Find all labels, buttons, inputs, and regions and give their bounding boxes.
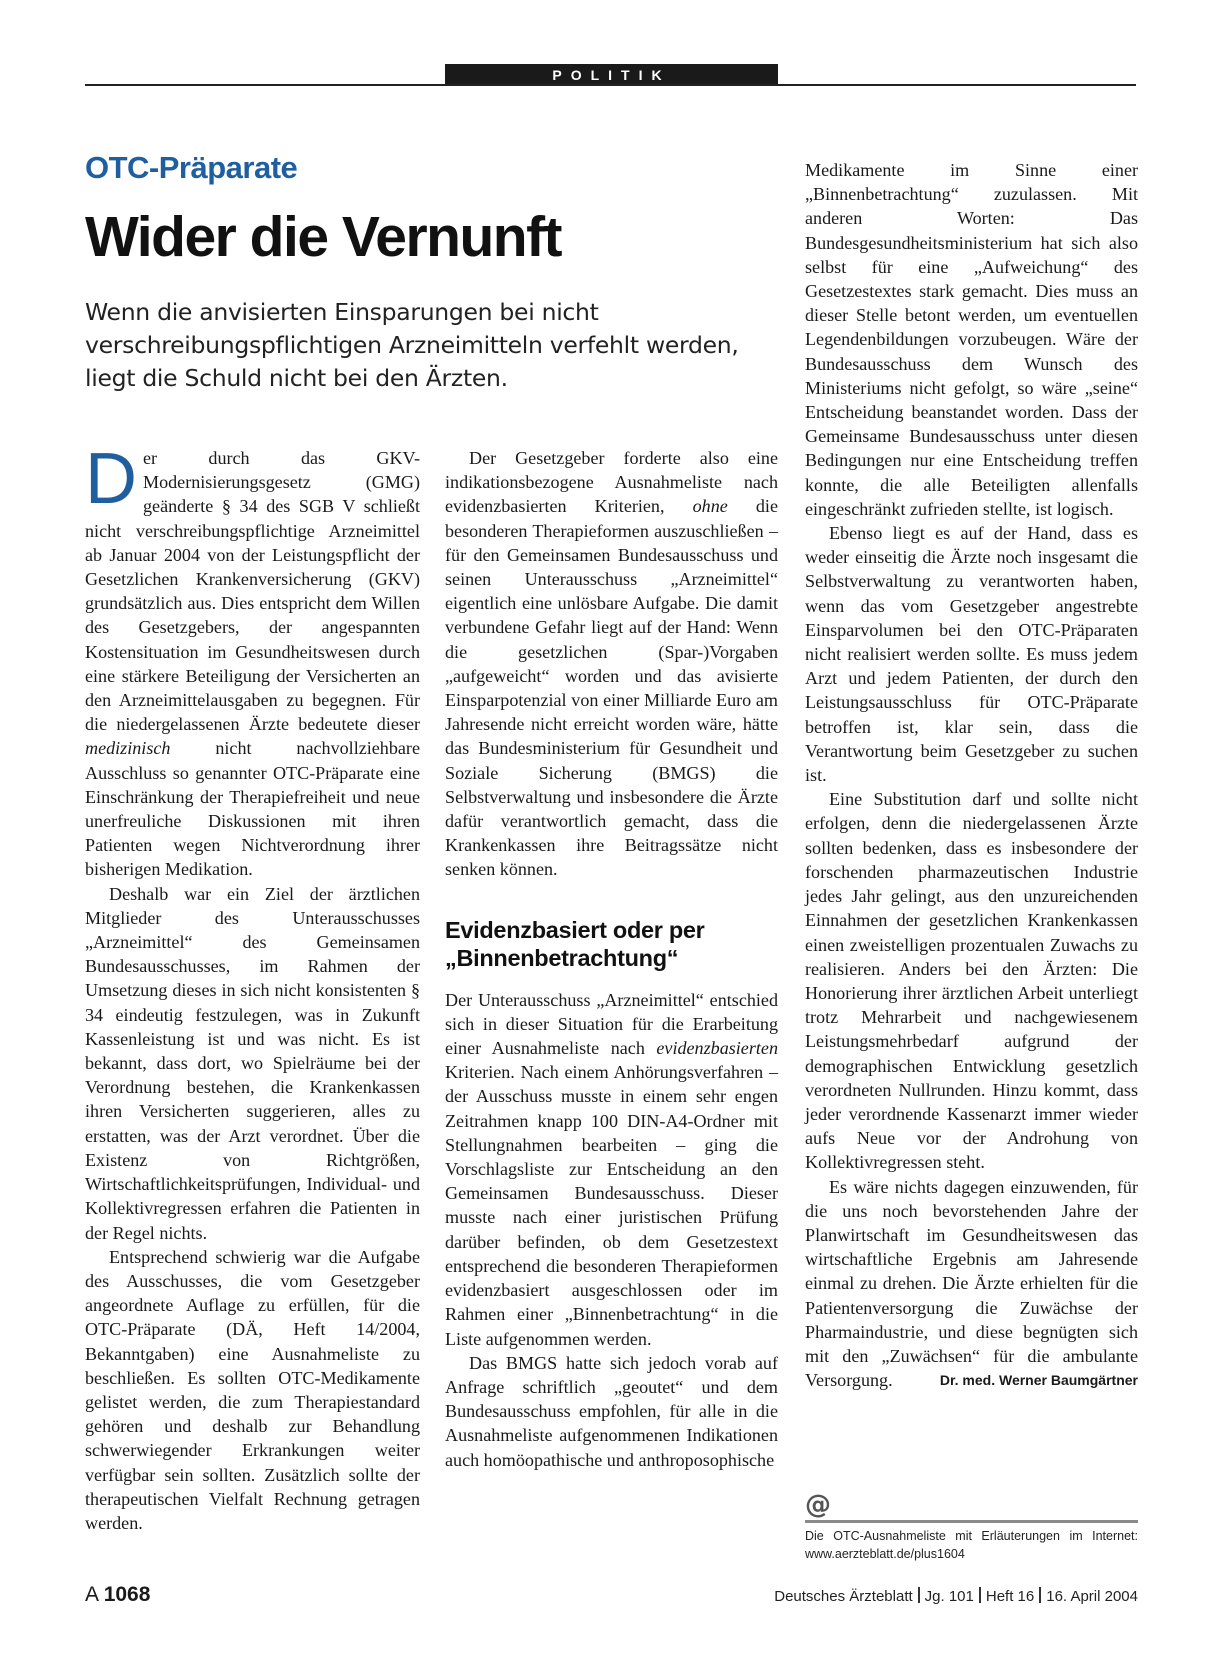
page-number [85, 1583, 150, 1607]
paragraph-4 [445, 446, 778, 882]
paragraph-3: Entsprechend schwierig war die Aufgabe des Ausschusses, die vom Gesetzgeber angeordnete Auflage zu erfüllen, für die OTC-Präparate (DÄ, Heft 14/2004, Bekanntgaben) eine Ausnahmeliste zu beschließen. Es sollten OTC-Medikamente gelistet werden, die zum Therapiestandard gehören und deshalb zur Behandlung schwerwiegender Erkrankungen weiter verfügbar sein sollten. Zusätzlich sollte der therapeutischen Vielfalt Rechnung getragen werden. [85, 1246, 420, 1533]
journal-footer [774, 1587, 1138, 1605]
paragraph-8: Eine Substitution darf und sollte nicht erfolgen, denn die niedergelassenen Ärzte sollten bedenken, dass es insbesondere der forschenden pharmazeutischen Industrie jedes Jahr gelingt, aus den unzureichenden Einnahmen der gesetzlichen Krankenkassen einen zweistelligen prozentualen Zuwachs zu realisieren. Anders bei den Ärzten: Die Honorierung ihrer ärztlichen Arbeit unterliegt trotz Mehrarbeit und nachgewiesenem Leistungsmehrbedarf aufgrund der demographischen Entwicklung gesetzlich verordneten Nullrunden. Hinzu kommt, dass jeder verordnende Kassenarzt immer wieder aufs Neue vor der Androhung von Kollektivregressen steht. [805, 789, 1138, 1173]
paragraph-6-continued: Medikamente im Sinne einer „Binnenbetrachtung“ zuzulassen. Mit anderen Worten: Das Bundesgesundheitsministerium hat sich also selbst für eine „Aufweichung“ des Gesetzestextes stark gemacht. Dies muss an dieser Stelle betont werden, um eventuellen Legendenbildungen vorzubeugen. Wäre der Bundesausschuss dem Wunsch des Ministeriums nicht gefolgt, so wäre „seine“ Entscheidung beanstandet worden. Dass der Gemeinsame Bundesausschuss unter diesen Bedingungen nur eine Entscheidung treffen konnte, die alle Beteiligten allenfalls eingeschränkt zufrieden stellte, ist logisch. [805, 160, 1138, 519]
drop-cap: D [85, 439, 137, 519]
web-note-rule [805, 1520, 1138, 1523]
paragraph-1 [85, 439, 420, 882]
paragraph-4-text-b: die besonderen Therapieformen auszuschließen – für den Gemeinsamen Bundesausschuss und seinen Unterausschuss „Arzneimittel“ eigentlich eine unlösbare Aufgabe. Die damit verbundene Gefahr liegt auf der Hand: Wenn die gesetzlichen (Spar-)Vorgaben „aufgeweicht“ worden und das avisierte Einsparpotenzial von einer Milliarde Euro am Jahresende nicht erreicht worden wäre, hätte das Bundesministerium für Gesundheit und Soziale Sicherung (BMGS) die Selbstverwaltung und insbesondere die Ärzte dafür verantwortlich gemacht, dass die Krankenkassen ihre Beitragssätze nicht senken können. [445, 496, 778, 880]
column-1 [85, 439, 420, 1535]
journal-volume: Jg. 101 [924, 1588, 974, 1605]
top-rule [85, 84, 1136, 86]
article-deck: Wenn die anvisierten Einsparungen bei nicht verschreibungspflichtigen Arzneimitteln verfehlt werden, liegt die Schuld nicht bei den Ärzten. [85, 298, 739, 392]
journal-name: Deutsches Ärzteblatt [774, 1588, 913, 1605]
paragraph-1-text-b: nicht nachvollziehbare Ausschluss so genannter OTC-Präparate eine Einschränkung der Therapiefreiheit und neue unerfreuliche Diskussionen mit ihren Patienten wegen Nichtverordnung ihrer bisherigen Medikation. [85, 738, 420, 880]
journal-issue: Heft 16 [985, 1588, 1035, 1605]
column-2 [445, 446, 778, 1472]
web-note [805, 1492, 1138, 1563]
footer-separator [918, 1587, 920, 1603]
paragraph-1-text-a: er durch das GKV-Modernisierungsgesetz (GMG) geänderte § 34 des SGB V schließt nicht verschreibungspflichtige Arzneimittel ab Januar 2004 von der Leistungspflicht der Gesetzlichen Krankenversicherung (GKV) grundsätzlich aus. Dies entspricht dem Willen des Gesetzgebers, der angespannten Kostensituation im Gesundheitswesen durch eine stärkere Beteiligung der Versicherten an den Arzneimittelausgaben zu begegnen. Für die niedergelassenen Ärzte bedeutete dieser [85, 448, 420, 735]
paragraph-5-text-b: Kriterien. Nach einem Anhörungsverfahren – der Ausschuss musste in einem sehr engen Zeitrahmen knapp 100 DIN-A4-Ordner mit Stellungnahmen bearbeiten – ging die Vorschlagsliste zur Entscheidung an den Gemeinsamen Bundesausschuss. Dieser musste nach einer juristischen Prüfung darüber befinden, ob dem Gesetzestext entsprechend die besonderen Therapieformen evidenzbasiert ausgeschlossen oder im Rahmen einer „Binnenbetrachtung“ in die Liste aufgenommen werden. [445, 1062, 778, 1349]
article-kicker: OTC-Präparate [85, 150, 298, 185]
web-note-text: Die OTC-Ausnahmeliste mit Erläuterungen im Internet: www.aerzteblatt.de/plus1604 [805, 1529, 1138, 1561]
section-subhead: Evidenzbasiert oder per „Binnenbetrachtung“ [445, 916, 705, 971]
paragraph-4-text-a: Der Gesetzgeber forderte also eine indikationsbezogene Ausnahmeliste nach evidenzbasierten Kriterien, [445, 448, 778, 517]
journal-date: 16. April 2004 [1046, 1588, 1138, 1605]
page-number-value: 1068 [103, 1583, 151, 1606]
column-3 [805, 158, 1138, 1392]
paragraph-5-emphasis: evidenzbasierten [656, 1038, 778, 1059]
paragraph-7: Ebenso liegt es auf der Hand, dass es weder einseitig die Ärzte noch insgesamt die Selbstverwaltung zu verantworten haben, wenn das vom Gesetzgeber angestrebte Einsparvolumen bei den OTC-Präparaten nicht realisiert werden sollte. Es muss jedem Arzt und jedem Patienten, der durch den Leistungsausschluss für OTC-Präparate betroffen ist, klar sein, dass die Verantwortung beim Gesetzgeber zu suchen ist. [805, 523, 1138, 786]
footer-separator [979, 1587, 981, 1603]
author-byline: Dr. med. Werner Baumgärtner [939, 1372, 1138, 1389]
paragraph-2: Deshalb war ein Ziel der ärztlichen Mitglieder des Unterausschusses „Arzneimittel“ des Gemeinsamen Bundesausschusses, im Rahmen der Umsetzung dieses in sich nicht konsistenten § 34 eindeutig festzulegen, was in Zukunft Kassenleistung ist und was nicht. Es ist bekannt, dass dort, wo Spielräume bei der Verordnung bestehen, die Krankenkassen ihren Versicherten suggerieren, alles zu erstatten, was der Arzt verordnet. Über die Existenz von Richtgrößen, Wirtschaftlichkeitsprüfungen, Individual- und Kollektivregressen erfahren die Patienten in der Regel nichts. [85, 883, 420, 1243]
paragraph-9 [805, 1175, 1138, 1393]
paragraph-6: Das BMGS hatte sich jedoch vorab auf Anfrage schriftlich „geoutet“ und dem Bundesausschuss empfohlen, für alle in die Ausnahmeliste aufgenommenen Indikationen auch homöopathische und anthroposophische [445, 1352, 778, 1470]
paragraph-4-emphasis: ohne [692, 496, 728, 517]
section-label: POLITIK [445, 64, 778, 86]
paragraph-5 [445, 988, 778, 1351]
paragraph-5-text-a: Der Unterausschuss „Arzneimittel“ entschied sich in dieser Situation für die Erarbeitung einer Ausnahmeliste nach [445, 989, 778, 1059]
article-title: Wider die Vernunft [85, 205, 562, 269]
paragraph-1-emphasis: medizinisch [85, 738, 171, 759]
at-icon: @ [805, 1490, 831, 1520]
footer-separator [1039, 1587, 1041, 1603]
paragraph-9-text: Es wäre nichts dagegen einzuwenden, für die uns noch bevorstehenden Jahre der Planwirtschaft im Gesundheitswesen das wirtschaftliche Ergebnis am Jahresende einmal zu drehen. Die Ärzte erhielten für die Patientenversorgung die Zuwächse der Pharmaindustrie, und diese begnügten sich mit den „Zuwächsen“ für die ambulante Versorgung. [805, 1176, 1138, 1391]
page-prefix: A [85, 1583, 98, 1606]
